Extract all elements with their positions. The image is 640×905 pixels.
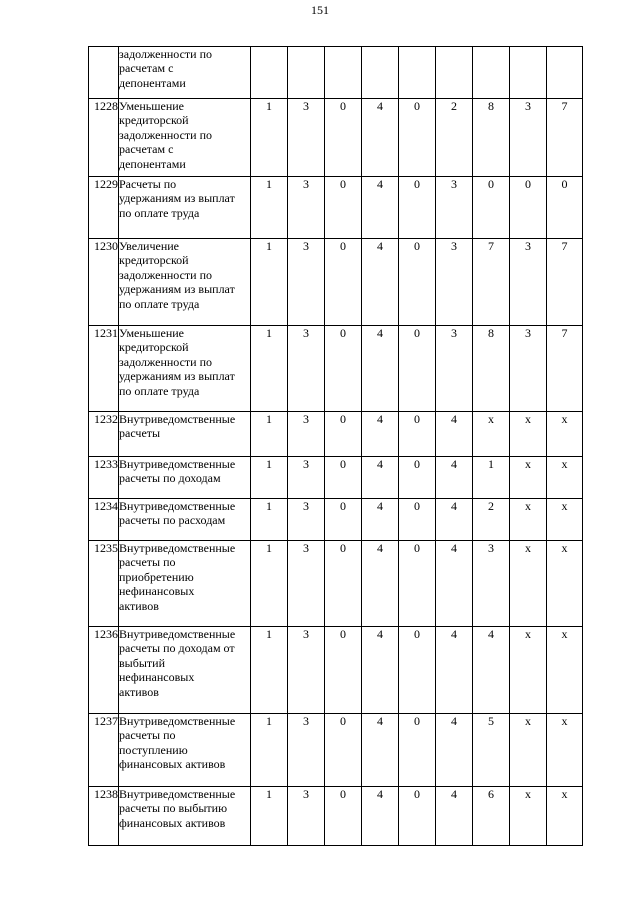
- code-digit-5: 0: [399, 499, 436, 541]
- row-name: Внутриведомственные расчеты по доходам от выбытий нефинансовых активов: [119, 627, 251, 714]
- table-row: [89, 541, 583, 627]
- code-digit-5: 0: [399, 627, 436, 714]
- table-row: [89, 627, 583, 714]
- code-digit-3: 0: [325, 714, 362, 787]
- row-name: Уменьшение кредиторской задолженности по расчетам с депонентами: [119, 99, 251, 177]
- code-digit-4: 4: [362, 541, 399, 627]
- row-code: 1231: [89, 326, 119, 412]
- code-digit-2: 3: [288, 499, 325, 541]
- code-digit-4: 4: [362, 326, 399, 412]
- code-digit-7: 6: [473, 787, 510, 846]
- code-digit-6: 2: [436, 99, 473, 177]
- code-digit-3: 0: [325, 177, 362, 239]
- code-digit-9: x: [547, 457, 583, 499]
- row-name: Внутриведомственные расчеты: [119, 412, 251, 457]
- code-digit-3: 0: [325, 99, 362, 177]
- code-digit-2: 3: [288, 627, 325, 714]
- code-digit-1: 1: [251, 326, 288, 412]
- row-code: 1229: [89, 177, 119, 239]
- code-digit-1: 1: [251, 412, 288, 457]
- code-digit-8: x: [510, 457, 547, 499]
- table-row: [89, 326, 583, 412]
- code-digit-5: 0: [399, 412, 436, 457]
- code-digit-7: 1: [473, 457, 510, 499]
- code-digit-6: 3: [436, 326, 473, 412]
- code-digit-4: 4: [362, 787, 399, 846]
- code-digit-4: 4: [362, 627, 399, 714]
- code-digit-9: [547, 47, 583, 99]
- code-digit-1: 1: [251, 457, 288, 499]
- code-digit-1: 1: [251, 541, 288, 627]
- code-digit-9: x: [547, 787, 583, 846]
- code-digit-1: 1: [251, 787, 288, 846]
- row-name: Внутриведомственные расчеты по расходам: [119, 499, 251, 541]
- code-digit-3: 0: [325, 457, 362, 499]
- code-digit-5: 0: [399, 99, 436, 177]
- code-digit-1: 1: [251, 239, 288, 326]
- code-digit-7: 0: [473, 177, 510, 239]
- code-digit-4: 4: [362, 499, 399, 541]
- code-digit-7: 7: [473, 239, 510, 326]
- table-row: [89, 412, 583, 457]
- code-digit-2: 3: [288, 239, 325, 326]
- code-digit-5: 0: [399, 239, 436, 326]
- row-name: задолженности по расчетам с депонентами: [119, 47, 251, 99]
- table-row: [89, 99, 583, 177]
- code-digit-7: 8: [473, 99, 510, 177]
- row-code: 1237: [89, 714, 119, 787]
- code-digit-6: 4: [436, 412, 473, 457]
- code-digit-4: 4: [362, 412, 399, 457]
- table-row: [89, 499, 583, 541]
- code-digit-2: 3: [288, 457, 325, 499]
- code-digit-8: x: [510, 412, 547, 457]
- table-row: [89, 177, 583, 239]
- code-digit-8: x: [510, 627, 547, 714]
- code-digit-9: 7: [547, 99, 583, 177]
- code-digit-6: 4: [436, 714, 473, 787]
- code-digit-1: 1: [251, 177, 288, 239]
- code-digit-2: [288, 47, 325, 99]
- row-code: 1232: [89, 412, 119, 457]
- code-digit-8: 3: [510, 326, 547, 412]
- code-digit-8: [510, 47, 547, 99]
- row-name: Расчеты по удержаниям из выплат по оплате труда: [119, 177, 251, 239]
- row-name: Внутриведомственные расчеты по доходам: [119, 457, 251, 499]
- code-digit-2: 3: [288, 714, 325, 787]
- code-digit-5: 0: [399, 787, 436, 846]
- code-digit-4: [362, 47, 399, 99]
- table-row: [89, 47, 583, 99]
- code-digit-7: 4: [473, 627, 510, 714]
- code-digit-1: 1: [251, 714, 288, 787]
- code-digit-3: 0: [325, 326, 362, 412]
- code-digit-3: 0: [325, 627, 362, 714]
- code-digit-9: x: [547, 541, 583, 627]
- code-digit-7: 2: [473, 499, 510, 541]
- row-code: 1238: [89, 787, 119, 846]
- code-digit-8: x: [510, 541, 547, 627]
- code-digit-2: 3: [288, 99, 325, 177]
- row-code: 1233: [89, 457, 119, 499]
- code-digit-7: 8: [473, 326, 510, 412]
- code-digit-9: x: [547, 499, 583, 541]
- code-digit-9: x: [547, 627, 583, 714]
- code-digit-3: 0: [325, 412, 362, 457]
- code-digit-7: 3: [473, 541, 510, 627]
- row-code: [89, 47, 119, 99]
- code-digit-9: 0: [547, 177, 583, 239]
- code-digit-8: x: [510, 499, 547, 541]
- code-digit-2: 3: [288, 541, 325, 627]
- row-code: 1234: [89, 499, 119, 541]
- code-digit-6: 4: [436, 457, 473, 499]
- code-digit-8: 3: [510, 239, 547, 326]
- row-name: Уменьшение кредиторской задолженности по удержаниям из выплат по оплате труда: [119, 326, 251, 412]
- table-row: [89, 787, 583, 846]
- code-digit-4: 4: [362, 457, 399, 499]
- code-digit-4: 4: [362, 99, 399, 177]
- row-code: 1228: [89, 99, 119, 177]
- code-digit-5: 0: [399, 457, 436, 499]
- code-digit-6: 3: [436, 239, 473, 326]
- row-name: Внутриведомственные расчеты по приобретению нефинансовых активов: [119, 541, 251, 627]
- code-digit-5: 0: [399, 541, 436, 627]
- code-digit-3: [325, 47, 362, 99]
- code-digit-2: 3: [288, 412, 325, 457]
- code-digit-7: 5: [473, 714, 510, 787]
- code-digit-6: [436, 47, 473, 99]
- code-digit-5: [399, 47, 436, 99]
- code-digit-3: 0: [325, 541, 362, 627]
- code-digit-5: 0: [399, 177, 436, 239]
- code-digit-3: 0: [325, 499, 362, 541]
- code-digit-6: 4: [436, 787, 473, 846]
- code-digit-6: 4: [436, 627, 473, 714]
- page-number: 151: [311, 3, 329, 17]
- row-name: Внутриведомственные расчеты по выбытию финансовых активов: [119, 787, 251, 846]
- code-digit-7: [473, 47, 510, 99]
- code-digit-5: 0: [399, 326, 436, 412]
- row-code: 1236: [89, 627, 119, 714]
- code-digit-2: 3: [288, 177, 325, 239]
- code-digit-4: 4: [362, 714, 399, 787]
- code-digit-9: 7: [547, 326, 583, 412]
- code-digit-8: 3: [510, 99, 547, 177]
- row-code: 1235: [89, 541, 119, 627]
- table-row: [89, 457, 583, 499]
- account-table: [88, 46, 583, 846]
- code-digit-8: 0: [510, 177, 547, 239]
- code-digit-2: 3: [288, 787, 325, 846]
- code-digit-3: 0: [325, 239, 362, 326]
- code-digit-4: 4: [362, 239, 399, 326]
- table-row: [89, 239, 583, 326]
- code-digit-4: 4: [362, 177, 399, 239]
- code-digit-9: 7: [547, 239, 583, 326]
- code-digit-1: [251, 47, 288, 99]
- code-digit-7: x: [473, 412, 510, 457]
- code-digit-1: 1: [251, 627, 288, 714]
- code-digit-8: x: [510, 787, 547, 846]
- code-digit-6: 4: [436, 541, 473, 627]
- code-digit-6: 4: [436, 499, 473, 541]
- code-digit-5: 0: [399, 714, 436, 787]
- code-digit-1: 1: [251, 99, 288, 177]
- table-body: [89, 47, 583, 846]
- row-name: Увеличение кредиторской задолженности по удержаниям из выплат по оплате труда: [119, 239, 251, 326]
- row-code: 1230: [89, 239, 119, 326]
- row-name: Внутриведомственные расчеты по поступлению финансовых активов: [119, 714, 251, 787]
- code-digit-1: 1: [251, 499, 288, 541]
- code-digit-8: x: [510, 714, 547, 787]
- code-digit-6: 3: [436, 177, 473, 239]
- code-digit-9: x: [547, 412, 583, 457]
- table-row: [89, 714, 583, 787]
- code-digit-3: 0: [325, 787, 362, 846]
- code-digit-2: 3: [288, 326, 325, 412]
- code-digit-9: x: [547, 714, 583, 787]
